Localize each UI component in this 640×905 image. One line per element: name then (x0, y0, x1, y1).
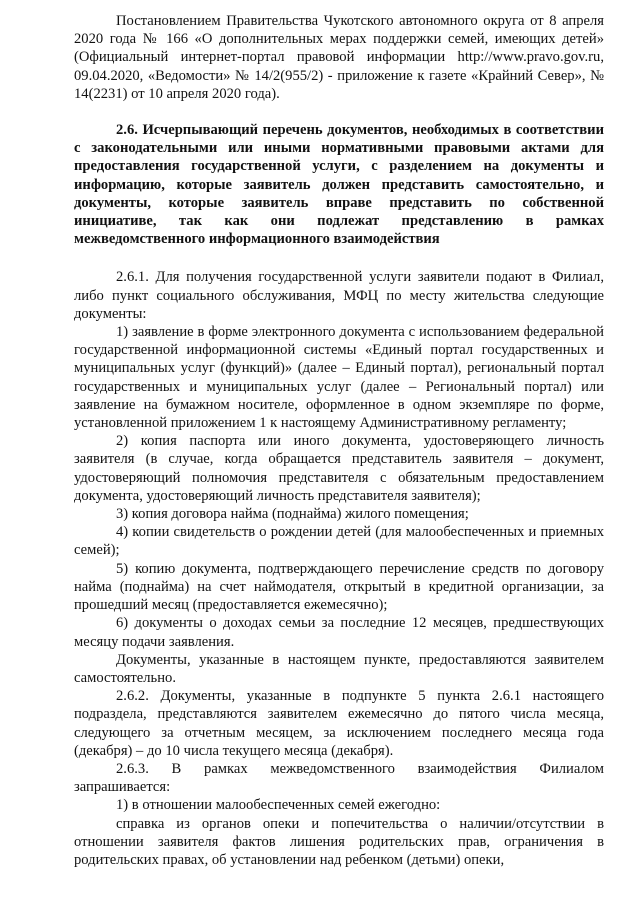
list-item-4: 4) копии свидетельств о рождении детей (для малообеспеченных и приемных семей); (74, 524, 604, 559)
self-submission-note: Документы, указанные в настоящем пункте, предоставляются заявителем самостоятельно. (74, 651, 604, 686)
paragraph-2-6-2: 2.6.2. Документы, указанные в подпункте 5 пункта 2.6.1 настоящего подраздела, представляются заявителем ежемесячно до пятого числа месяца, следующего за отчетным месяцем, за исключением последнего месяца года (декабря) – до 10 числа текущего месяца (декабря). (74, 688, 604, 759)
list-item-1: 1) заявление в форме электронного документа с использованием федеральной государственной информационной системы «Единый портал государственных и муниципальных услуг (функций)» (далее – Единый портал), региональный портал государственных и муниципальных услуг (далее – Региональный портал) или заявление на бумажном носителе, оформленное в одном экземпляре по форме, установленной приложением 1 к настоящему Административному регламенту; (74, 324, 604, 432)
paragraph-2-6-3: 2.6.3. В рамках межведомственного взаимодействия Филиалом запрашивается: (74, 760, 604, 796)
sub-item-1: 1) в отношении малообеспеченных семей ежегодно: (116, 797, 441, 814)
list-item-3: 3) копия договора найма (поднайма) жилого помещения; (116, 506, 469, 523)
list-item-5: 5) копию документа, подтверждающего перечисление средств по договору найма (поднайма) на счет наймодателя, открытый в кредитной организации, за прошедший месяц (предоставляется ежемесячно); (74, 560, 604, 614)
paragraph-2-6-1: 2.6.1. Для получения государственной услуги заявители подают в Филиал, либо пункт социального обслуживания, МФЦ по месту жительства следующие документы: (74, 269, 604, 322)
intro-paragraph: Постановлением Правительства Чукотского автономного округа от 8 апреля 2020 года № 166 «О дополнительных мерах поддержки семей, имеющих детей» (Официальный интернет-портал правовой информации http://www.pravo.gov.ru, 09.04.2020, «Ведомости» № 14/2(955/2) - приложение к газете «Крайний Север», № 14(2231) от 10 апреля 2020 года). (74, 13, 604, 102)
section-heading-2-6: 2.6. Исчерпывающий перечень документов, необходимых в соответствии с законодательными или иными нормативными правовыми актами для предоставления государственной услуги, с разделением на документы и информацию, которые заявитель должен представить самостоятельно, и документы, которые заявитель вправе представить по собственной инициативе, так как они подлежат представлению в рамках межведомственного информационного взаимодействия (74, 122, 604, 248)
guardianship-certificate-paragraph: справка из органов опеки и попечительства о наличии/отсутствии в отношении заявителя фактов лишения родительских прав, ограничения в родительских правах, об установлении над ребенком (детьми) опеки, (74, 815, 604, 868)
list-item-6: 6) документы о доходах семьи за последние 12 месяцев, предшествующих месяцу подачи заявления. (74, 615, 604, 650)
document-page (74, 0, 604, 869)
list-item-2: 2) копия паспорта или иного документа, удостоверяющего личность заявителя (в случае, когда обращается представитель заявителя – документ, удостоверяющий полномочия представителя с обязательным предоставлением документа, удостоверяющий личность представителя заявителя); (74, 433, 604, 504)
